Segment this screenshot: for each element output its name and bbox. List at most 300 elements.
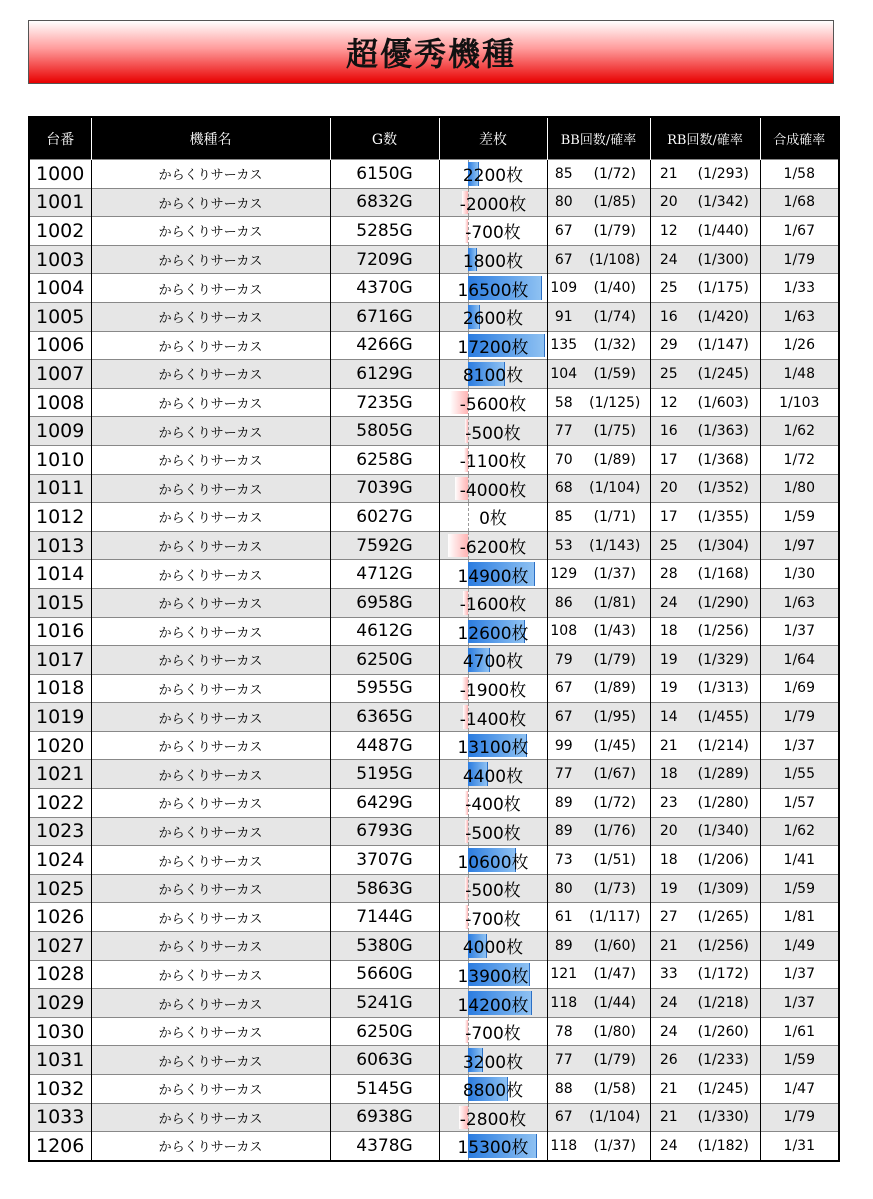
coin-difference-text: -6200枚	[459, 538, 527, 559]
machine-name-cell: からくりサーカス	[91, 874, 330, 903]
combined-probability-cell: 1/63	[760, 588, 839, 617]
coin-difference-cell	[439, 217, 547, 246]
combined-probability-cell: 1/30	[760, 560, 839, 589]
machine-name-cell: からくりサーカス	[91, 674, 330, 703]
coin-difference-cell	[439, 503, 547, 532]
rb-probability-cell: (1/304)	[687, 531, 760, 560]
diff-axis-line	[468, 503, 469, 531]
page-title: 超優秀機種	[345, 35, 516, 73]
rb-probability-cell: (1/368)	[687, 445, 760, 474]
rb-probability-cell: (1/256)	[687, 932, 760, 961]
coin-difference-cell	[439, 760, 547, 789]
machine-name-cell: からくりサーカス	[91, 789, 330, 818]
machine-name-cell: からくりサーカス	[91, 817, 330, 846]
game-count-cell: 5863G	[330, 874, 439, 903]
rb-probability-cell: (1/245)	[687, 1075, 760, 1104]
game-count-cell: 4266G	[330, 331, 439, 360]
rb-count-cell: 18	[650, 846, 687, 875]
table-row	[29, 274, 839, 303]
machine-number-cell: 1033	[29, 1103, 91, 1132]
combined-probability-cell: 1/67	[760, 217, 839, 246]
combined-probability-cell: 1/59	[760, 503, 839, 532]
rb-probability-cell: (1/352)	[687, 474, 760, 503]
bb-count-cell: 118	[547, 989, 580, 1018]
coin-difference-text: -500枚	[465, 823, 521, 844]
coin-difference-cell	[439, 1075, 547, 1104]
coin-difference-text: 13100枚	[457, 738, 529, 759]
machine-number-cell: 1031	[29, 1046, 91, 1075]
machine-number-cell: 1017	[29, 646, 91, 675]
bb-count-cell: 91	[547, 302, 580, 331]
bb-probability-cell: (1/67)	[580, 760, 650, 789]
table-row	[29, 960, 839, 989]
table-row	[29, 674, 839, 703]
bb-count-cell: 67	[547, 703, 580, 732]
bb-count-cell: 129	[547, 560, 580, 589]
bb-probability-cell: (1/89)	[580, 674, 650, 703]
game-count-cell: 4612G	[330, 617, 439, 646]
rb-probability-cell: (1/300)	[687, 245, 760, 274]
coin-difference-text: -4000枚	[459, 480, 527, 501]
table-row	[29, 789, 839, 818]
bb-probability-cell: (1/74)	[580, 302, 650, 331]
game-count-cell: 6716G	[330, 302, 439, 331]
coin-difference-cell	[439, 731, 547, 760]
coin-difference-cell	[439, 989, 547, 1018]
coin-difference-text: -500枚	[465, 881, 521, 902]
header-game-count: G数	[330, 117, 439, 160]
bb-count-cell: 89	[547, 932, 580, 961]
bb-probability-cell: (1/59)	[580, 360, 650, 389]
rb-count-cell: 18	[650, 617, 687, 646]
header-bb: BB回数/確率	[547, 117, 650, 160]
combined-probability-cell: 1/62	[760, 817, 839, 846]
coin-difference-text: -700枚	[465, 1024, 521, 1045]
game-count-cell: 6258G	[330, 445, 439, 474]
machine-number-cell: 1028	[29, 960, 91, 989]
machine-number-cell: 1006	[29, 331, 91, 360]
coin-difference-cell	[439, 160, 547, 189]
combined-probability-cell: 1/47	[760, 1075, 839, 1104]
rb-probability-cell: (1/330)	[687, 1103, 760, 1132]
coin-difference-text: -1600枚	[459, 595, 527, 616]
game-count-cell: 5145G	[330, 1075, 439, 1104]
table-row	[29, 588, 839, 617]
bb-count-cell: 80	[547, 188, 580, 217]
table-header-row	[29, 117, 839, 160]
game-count-cell: 5380G	[330, 932, 439, 961]
coin-difference-cell	[439, 360, 547, 389]
coin-difference-text: 17200枚	[457, 337, 529, 358]
coin-difference-text: -2800枚	[459, 1109, 527, 1130]
title-banner	[28, 20, 834, 84]
table-row	[29, 1046, 839, 1075]
combined-probability-cell: 1/55	[760, 760, 839, 789]
rb-probability-cell: (1/420)	[687, 302, 760, 331]
table-row	[29, 245, 839, 274]
bb-probability-cell: (1/79)	[580, 646, 650, 675]
machine-number-cell: 1026	[29, 903, 91, 932]
game-count-cell: 5955G	[330, 674, 439, 703]
rb-count-cell: 21	[650, 731, 687, 760]
machine-data-table	[28, 116, 840, 1162]
machine-name-cell: からくりサーカス	[91, 474, 330, 503]
rb-count-cell: 16	[650, 302, 687, 331]
machine-name-cell: からくりサーカス	[91, 160, 330, 189]
machine-name-cell: からくりサーカス	[91, 560, 330, 589]
table-row	[29, 1075, 839, 1104]
bb-probability-cell: (1/79)	[580, 217, 650, 246]
bb-probability-cell: (1/117)	[580, 903, 650, 932]
combined-probability-cell: 1/33	[760, 274, 839, 303]
combined-probability-cell: 1/37	[760, 960, 839, 989]
machine-name-cell: からくりサーカス	[91, 846, 330, 875]
table-row	[29, 531, 839, 560]
rb-probability-cell: (1/168)	[687, 560, 760, 589]
bb-count-cell: 61	[547, 903, 580, 932]
bb-probability-cell: (1/72)	[580, 789, 650, 818]
rb-probability-cell: (1/233)	[687, 1046, 760, 1075]
game-count-cell: 4370G	[330, 274, 439, 303]
rb-count-cell: 23	[650, 789, 687, 818]
bb-count-cell: 80	[547, 874, 580, 903]
rb-probability-cell: (1/342)	[687, 188, 760, 217]
table-row	[29, 331, 839, 360]
table-row	[29, 731, 839, 760]
machine-number-cell: 1004	[29, 274, 91, 303]
rb-count-cell: 24	[650, 1132, 687, 1161]
coin-difference-text: -400枚	[465, 795, 521, 816]
machine-name-cell: からくりサーカス	[91, 531, 330, 560]
rb-count-cell: 24	[650, 588, 687, 617]
rb-count-cell: 24	[650, 989, 687, 1018]
game-count-cell: 6129G	[330, 360, 439, 389]
bb-probability-cell: (1/143)	[580, 531, 650, 560]
machine-name-cell: からくりサーカス	[91, 588, 330, 617]
rb-probability-cell: (1/175)	[687, 274, 760, 303]
bb-count-cell: 109	[547, 274, 580, 303]
coin-difference-cell	[439, 960, 547, 989]
game-count-cell: 4487G	[330, 731, 439, 760]
coin-difference-cell	[439, 874, 547, 903]
coin-difference-cell	[439, 703, 547, 732]
combined-probability-cell: 1/61	[760, 1017, 839, 1046]
game-count-cell: 7039G	[330, 474, 439, 503]
header-machine-number: 台番	[29, 117, 91, 160]
table-row	[29, 817, 839, 846]
machine-number-cell: 1010	[29, 445, 91, 474]
bb-count-cell: 67	[547, 217, 580, 246]
coin-difference-cell	[439, 331, 547, 360]
table-row	[29, 417, 839, 446]
machine-name-cell: からくりサーカス	[91, 617, 330, 646]
game-count-cell: 4378G	[330, 1132, 439, 1161]
combined-probability-cell: 1/63	[760, 302, 839, 331]
machine-name-cell: からくりサーカス	[91, 703, 330, 732]
rb-count-cell: 17	[650, 503, 687, 532]
rb-probability-cell: (1/329)	[687, 646, 760, 675]
combined-probability-cell: 1/72	[760, 445, 839, 474]
bb-count-cell: 89	[547, 817, 580, 846]
machine-number-cell: 1022	[29, 789, 91, 818]
rb-count-cell: 25	[650, 274, 687, 303]
coin-difference-cell	[439, 188, 547, 217]
rb-probability-cell: (1/455)	[687, 703, 760, 732]
game-count-cell: 5241G	[330, 989, 439, 1018]
rb-probability-cell: (1/309)	[687, 874, 760, 903]
machine-name-cell: からくりサーカス	[91, 388, 330, 417]
machine-number-cell: 1206	[29, 1132, 91, 1161]
machine-name-cell: からくりサーカス	[91, 1103, 330, 1132]
combined-probability-cell: 1/64	[760, 646, 839, 675]
rb-probability-cell: (1/147)	[687, 331, 760, 360]
coin-difference-text: -1900枚	[459, 680, 527, 701]
table-row	[29, 903, 839, 932]
bb-probability-cell: (1/104)	[580, 474, 650, 503]
header-coin-difference: 差枚	[439, 117, 547, 160]
coin-difference-text: -1400枚	[459, 709, 527, 730]
bb-probability-cell: (1/60)	[580, 932, 650, 961]
bb-probability-cell: (1/76)	[580, 817, 650, 846]
coin-difference-text: 0枚	[479, 509, 507, 530]
coin-difference-cell	[439, 588, 547, 617]
combined-probability-cell: 1/57	[760, 789, 839, 818]
game-count-cell: 7592G	[330, 531, 439, 560]
bb-count-cell: 68	[547, 474, 580, 503]
coin-difference-text: -1100枚	[459, 452, 527, 473]
coin-difference-text: 1800枚	[462, 252, 524, 273]
table-row	[29, 617, 839, 646]
table-row	[29, 1017, 839, 1046]
rb-probability-cell: (1/280)	[687, 789, 760, 818]
combined-probability-cell: 1/59	[760, 874, 839, 903]
bb-count-cell: 67	[547, 674, 580, 703]
table-row	[29, 503, 839, 532]
bb-probability-cell: (1/45)	[580, 731, 650, 760]
coin-difference-text: 15300枚	[457, 1138, 529, 1159]
rb-count-cell: 14	[650, 703, 687, 732]
coin-difference-cell	[439, 560, 547, 589]
combined-probability-cell: 1/41	[760, 846, 839, 875]
header-machine-name: 機種名	[91, 117, 330, 160]
bb-count-cell: 108	[547, 617, 580, 646]
machine-name-cell: からくりサーカス	[91, 188, 330, 217]
table-row	[29, 445, 839, 474]
game-count-cell: 6250G	[330, 1017, 439, 1046]
bb-count-cell: 77	[547, 417, 580, 446]
machine-number-cell: 1015	[29, 588, 91, 617]
combined-probability-cell: 1/58	[760, 160, 839, 189]
rb-count-cell: 21	[650, 160, 687, 189]
rb-probability-cell: (1/363)	[687, 417, 760, 446]
machine-name-cell: からくりサーカス	[91, 1132, 330, 1161]
combined-probability-cell: 1/48	[760, 360, 839, 389]
bb-probability-cell: (1/71)	[580, 503, 650, 532]
table-row	[29, 703, 839, 732]
bb-probability-cell: (1/80)	[580, 1017, 650, 1046]
machine-number-cell: 1016	[29, 617, 91, 646]
bb-probability-cell: (1/108)	[580, 245, 650, 274]
table-row	[29, 846, 839, 875]
coin-difference-cell	[439, 932, 547, 961]
machine-number-cell: 1003	[29, 245, 91, 274]
table-row	[29, 188, 839, 217]
combined-probability-cell: 1/68	[760, 188, 839, 217]
coin-difference-text: -700枚	[465, 909, 521, 930]
machine-number-cell: 1025	[29, 874, 91, 903]
bb-probability-cell: (1/95)	[580, 703, 650, 732]
coin-difference-text: 14200枚	[457, 995, 529, 1016]
table-row	[29, 989, 839, 1018]
header-rb: RB回数/確率	[650, 117, 760, 160]
coin-difference-text: 13900枚	[457, 966, 529, 987]
rb-probability-cell: (1/245)	[687, 360, 760, 389]
rb-count-cell: 19	[650, 674, 687, 703]
bb-probability-cell: (1/89)	[580, 445, 650, 474]
rb-count-cell: 25	[650, 531, 687, 560]
combined-probability-cell: 1/79	[760, 1103, 839, 1132]
table-row	[29, 874, 839, 903]
rb-count-cell: 18	[650, 760, 687, 789]
machine-name-cell: からくりサーカス	[91, 217, 330, 246]
game-count-cell: 5660G	[330, 960, 439, 989]
machine-number-cell: 1024	[29, 846, 91, 875]
combined-probability-cell: 1/37	[760, 989, 839, 1018]
machine-number-cell: 1001	[29, 188, 91, 217]
bb-probability-cell: (1/75)	[580, 417, 650, 446]
machine-name-cell: からくりサーカス	[91, 245, 330, 274]
coin-difference-cell	[439, 1103, 547, 1132]
machine-name-cell: からくりサーカス	[91, 1075, 330, 1104]
machine-number-cell: 1002	[29, 217, 91, 246]
game-count-cell: 3707G	[330, 846, 439, 875]
machine-number-cell: 1029	[29, 989, 91, 1018]
coin-difference-text: 14900枚	[457, 566, 529, 587]
combined-probability-cell: 1/97	[760, 531, 839, 560]
combined-probability-cell: 1/26	[760, 331, 839, 360]
game-count-cell: 6027G	[330, 503, 439, 532]
rb-count-cell: 33	[650, 960, 687, 989]
rb-probability-cell: (1/440)	[687, 217, 760, 246]
rb-count-cell: 21	[650, 932, 687, 961]
table-row	[29, 474, 839, 503]
rb-probability-cell: (1/355)	[687, 503, 760, 532]
rb-probability-cell: (1/603)	[687, 388, 760, 417]
rb-probability-cell: (1/256)	[687, 617, 760, 646]
rb-count-cell: 29	[650, 331, 687, 360]
coin-difference-text: 10600枚	[457, 852, 529, 873]
rb-count-cell: 26	[650, 1046, 687, 1075]
coin-difference-text: 2200枚	[462, 166, 524, 187]
machine-name-cell: からくりサーカス	[91, 960, 330, 989]
bb-count-cell: 85	[547, 160, 580, 189]
bb-count-cell: 89	[547, 789, 580, 818]
combined-probability-cell: 1/81	[760, 903, 839, 932]
rb-count-cell: 17	[650, 445, 687, 474]
coin-difference-text: 8100枚	[462, 366, 524, 387]
machine-number-cell: 1007	[29, 360, 91, 389]
coin-difference-cell	[439, 903, 547, 932]
rb-count-cell: 27	[650, 903, 687, 932]
bb-probability-cell: (1/85)	[580, 188, 650, 217]
rb-probability-cell: (1/260)	[687, 1017, 760, 1046]
coin-difference-text: -700枚	[465, 223, 521, 244]
machine-name-cell: からくりサーカス	[91, 760, 330, 789]
coin-difference-cell	[439, 817, 547, 846]
machine-number-cell: 1019	[29, 703, 91, 732]
rb-count-cell: 20	[650, 817, 687, 846]
coin-difference-text: 16500枚	[457, 280, 529, 301]
table-row	[29, 1132, 839, 1161]
machine-name-cell: からくりサーカス	[91, 302, 330, 331]
coin-difference-cell	[439, 617, 547, 646]
bb-probability-cell: (1/32)	[580, 331, 650, 360]
game-count-cell: 6365G	[330, 703, 439, 732]
table-row	[29, 388, 839, 417]
coin-difference-cell	[439, 1017, 547, 1046]
bb-count-cell: 70	[547, 445, 580, 474]
game-count-cell: 6063G	[330, 1046, 439, 1075]
table-row	[29, 560, 839, 589]
bb-count-cell: 77	[547, 1046, 580, 1075]
combined-probability-cell: 1/37	[760, 731, 839, 760]
bb-count-cell: 104	[547, 360, 580, 389]
coin-difference-cell	[439, 417, 547, 446]
bb-probability-cell: (1/72)	[580, 160, 650, 189]
rb-count-cell: 20	[650, 474, 687, 503]
machine-number-cell: 1008	[29, 388, 91, 417]
machine-name-cell: からくりサーカス	[91, 417, 330, 446]
combined-probability-cell: 1/62	[760, 417, 839, 446]
coin-difference-cell	[439, 646, 547, 675]
machine-number-cell: 1027	[29, 932, 91, 961]
bb-count-cell: 121	[547, 960, 580, 989]
table-row	[29, 1103, 839, 1132]
bb-count-cell: 67	[547, 245, 580, 274]
game-count-cell: 7235G	[330, 388, 439, 417]
bb-probability-cell: (1/73)	[580, 874, 650, 903]
combined-probability-cell: 1/37	[760, 617, 839, 646]
machine-number-cell: 1021	[29, 760, 91, 789]
machine-number-cell: 1009	[29, 417, 91, 446]
machine-name-cell: からくりサーカス	[91, 445, 330, 474]
rb-probability-cell: (1/340)	[687, 817, 760, 846]
rb-count-cell: 25	[650, 360, 687, 389]
rb-count-cell: 20	[650, 188, 687, 217]
rb-count-cell: 16	[650, 417, 687, 446]
game-count-cell: 5805G	[330, 417, 439, 446]
machine-number-cell: 1005	[29, 302, 91, 331]
coin-difference-cell	[439, 474, 547, 503]
bb-count-cell: 86	[547, 588, 580, 617]
table-row	[29, 160, 839, 189]
bb-count-cell: 135	[547, 331, 580, 360]
coin-difference-text: 3200枚	[462, 1052, 524, 1073]
coin-difference-text: 8800枚	[462, 1081, 524, 1102]
bb-count-cell: 58	[547, 388, 580, 417]
coin-difference-cell	[439, 274, 547, 303]
coin-difference-cell	[439, 1132, 547, 1161]
rb-probability-cell: (1/290)	[687, 588, 760, 617]
rb-probability-cell: (1/293)	[687, 160, 760, 189]
table-row	[29, 217, 839, 246]
rb-probability-cell: (1/206)	[687, 846, 760, 875]
machine-number-cell: 1030	[29, 1017, 91, 1046]
game-count-cell: 6832G	[330, 188, 439, 217]
coin-difference-text: -500枚	[465, 423, 521, 444]
machine-number-cell: 1012	[29, 503, 91, 532]
coin-difference-cell	[439, 531, 547, 560]
